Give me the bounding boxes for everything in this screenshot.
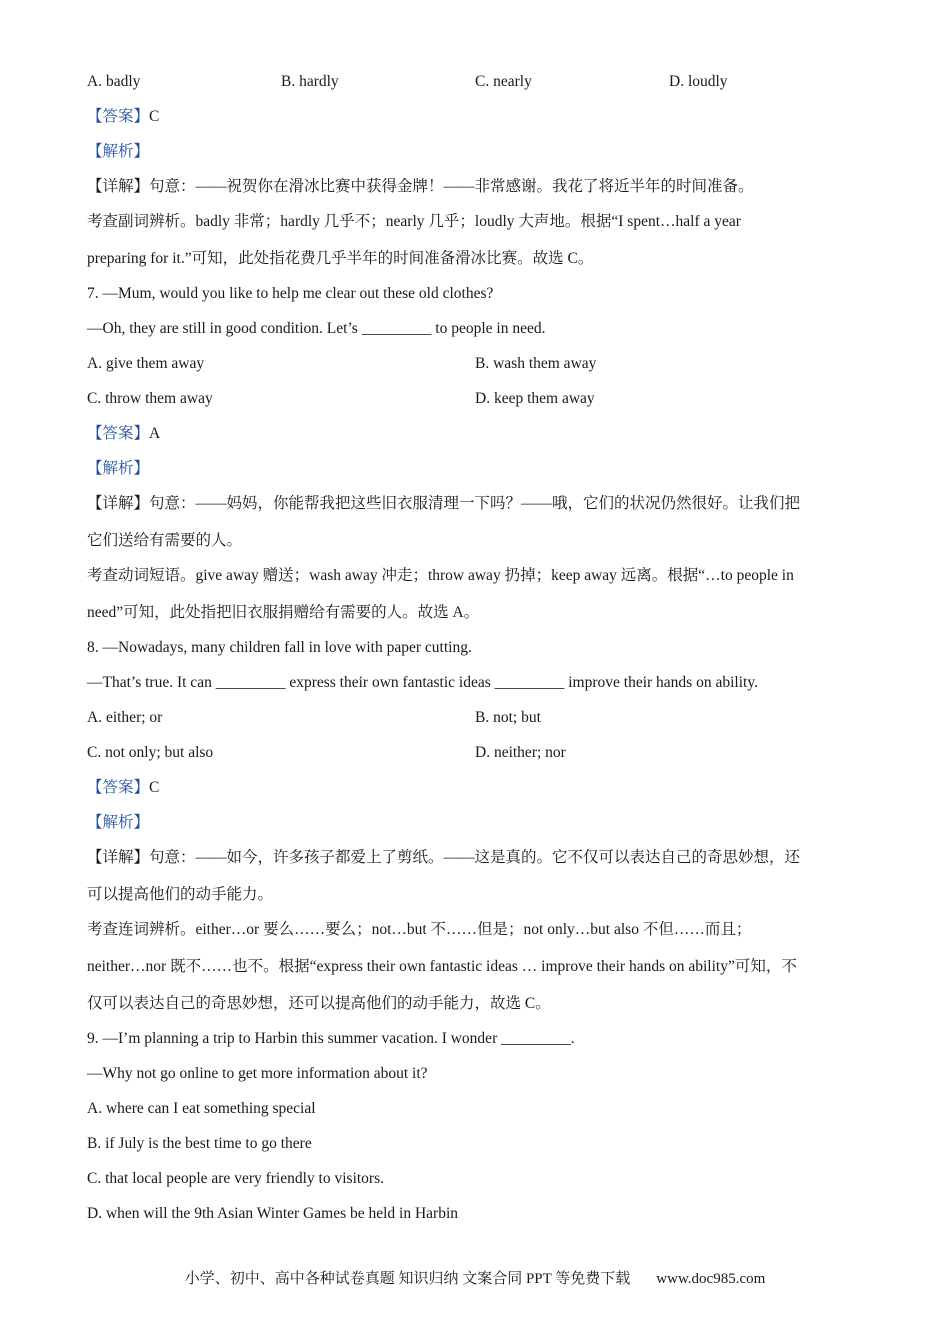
analysis-tag: 【解析】: [87, 143, 150, 160]
q7-analysis-heading: [87, 459, 867, 479]
answer-value: A: [149, 425, 161, 442]
q6-detail-line-2: 考查副词辨析。badly 非常；hardly 几乎不；nearly 几乎；loudly 大声地。根据“I spent…half a year: [87, 213, 741, 230]
analysis-tag: 【解析】: [87, 460, 150, 477]
q6-detail-line-1: [87, 177, 867, 197]
q7-answer: [87, 424, 867, 444]
q8-answer: [87, 778, 867, 798]
detail-tag: 【详解】: [87, 849, 150, 866]
q6-analysis-heading: [87, 142, 867, 162]
q9-option-b: B. if July is the best time to go there: [87, 1135, 312, 1152]
detail-text: 句意：——如今，许多孩子都爱上了剪纸。——这是真的。它不仅可以表达自己的奇思妙想，还: [149, 849, 801, 866]
footer-text: 小学、初中、高中各种试卷真题 知识归纳 文案合同 PPT 等免费下载: [184, 1271, 631, 1287]
q9-option-c: C. that local people are very friendly to visitors.: [87, 1170, 384, 1187]
q7-detail-line-1: [87, 494, 867, 514]
q6-option-a: A. badly: [87, 73, 141, 90]
q8-option-c: C. not only; but also: [87, 744, 214, 761]
footer-url[interactable]: www.doc985.com: [656, 1271, 766, 1287]
q9-stem-2: —Why not go online to get more information about it?: [87, 1065, 428, 1082]
q8-options-row-1: [87, 708, 867, 728]
q6-answer: [87, 107, 867, 127]
answer-tag: 【答案】: [87, 779, 150, 796]
q8-option-b: B. not; but: [475, 709, 541, 726]
answer-tag: 【答案】: [87, 108, 150, 125]
q7-option-d: D. keep them away: [475, 390, 595, 407]
q7-detail-line-2: 它们送给有需要的人。: [87, 532, 243, 549]
q8-stem-2: —That’s true. It can _________ express their own fantastic ideas _________ improve their hands on ability.: [87, 674, 758, 691]
answer-value: C: [149, 108, 160, 125]
q8-detail-line-4: neither…nor 既不……也不。根据“express their own fantastic ideas … improve their hands on ability”可知，不: [87, 958, 797, 975]
detail-text: 句意：——妈妈，你能帮我把这些旧衣服清理一下吗？——哦，它们的状况仍然很好。让我们把: [149, 495, 801, 512]
q8-detail-line-5: 仅可以表达自己的奇思妙想，还可以提高他们的动手能力，故选 C。: [87, 995, 551, 1012]
q6-option-d: D. loudly: [669, 73, 728, 90]
q8-detail-line-1: [87, 848, 867, 868]
q6-options: [87, 72, 867, 92]
q8-analysis-heading: [87, 813, 867, 833]
q8-option-a: A. either; or: [87, 709, 163, 726]
analysis-tag: 【解析】: [87, 814, 150, 831]
q9-option-d: D. when will the 9th Asian Winter Games be held in Harbin: [87, 1205, 459, 1222]
q7-stem-1: 7. —Mum, would you like to help me clear out these old clothes?: [87, 285, 494, 302]
q7-option-a: A. give them away: [87, 355, 205, 372]
detail-tag: 【详解】: [87, 495, 150, 512]
q9-stem-1: 9. —I’m planning a trip to Harbin this summer vacation. I wonder _________.: [87, 1030, 575, 1047]
q8-options-row-2: [87, 743, 867, 763]
q8-detail-line-3: 考查连词辨析。either…or 要么……要么；not…but 不……但是；not only…but also 不但……而且；: [87, 921, 752, 938]
q7-option-c: C. throw them away: [87, 390, 213, 407]
q6-option-b: B. hardly: [281, 73, 339, 90]
q7-options-row-2: [87, 389, 867, 409]
detail-tag: 【详解】: [87, 178, 150, 195]
q8-stem-1: 8. —Nowadays, many children fall in love with paper cutting.: [87, 639, 472, 656]
q8-option-d: D. neither; nor: [475, 744, 566, 761]
page-footer: [0, 1269, 950, 1289]
q8-detail-line-2: 可以提高他们的动手能力。: [87, 886, 274, 903]
detail-text: 句意：——祝贺你在滑冰比赛中获得金牌！——非常感谢。我花了将近半年的时间准备。: [149, 178, 754, 195]
q9-option-a: A. where can I eat something special: [87, 1100, 316, 1117]
answer-value: C: [149, 779, 160, 796]
q7-option-b: B. wash them away: [475, 355, 597, 372]
q6-detail-line-3: preparing for it.”可知，此处指花费几乎半年的时间准备滑冰比赛。故选 C。: [87, 250, 594, 267]
document-page: [87, 72, 867, 1239]
q7-stem-2: —Oh, they are still in good condition. Let’s _________ to people in need.: [87, 320, 546, 337]
q6-option-c: C. nearly: [475, 73, 532, 90]
answer-tag: 【答案】: [87, 425, 150, 442]
q7-detail-line-4: need”可知，此处指把旧衣服捐赠给有需要的人。故选 A。: [87, 604, 480, 621]
q7-detail-line-3: 考查动词短语。give away 赠送；wash away 冲走；throw away 扔掉；keep away 远离。根据“…to people in: [87, 567, 794, 584]
q7-options-row-1: [87, 354, 867, 374]
